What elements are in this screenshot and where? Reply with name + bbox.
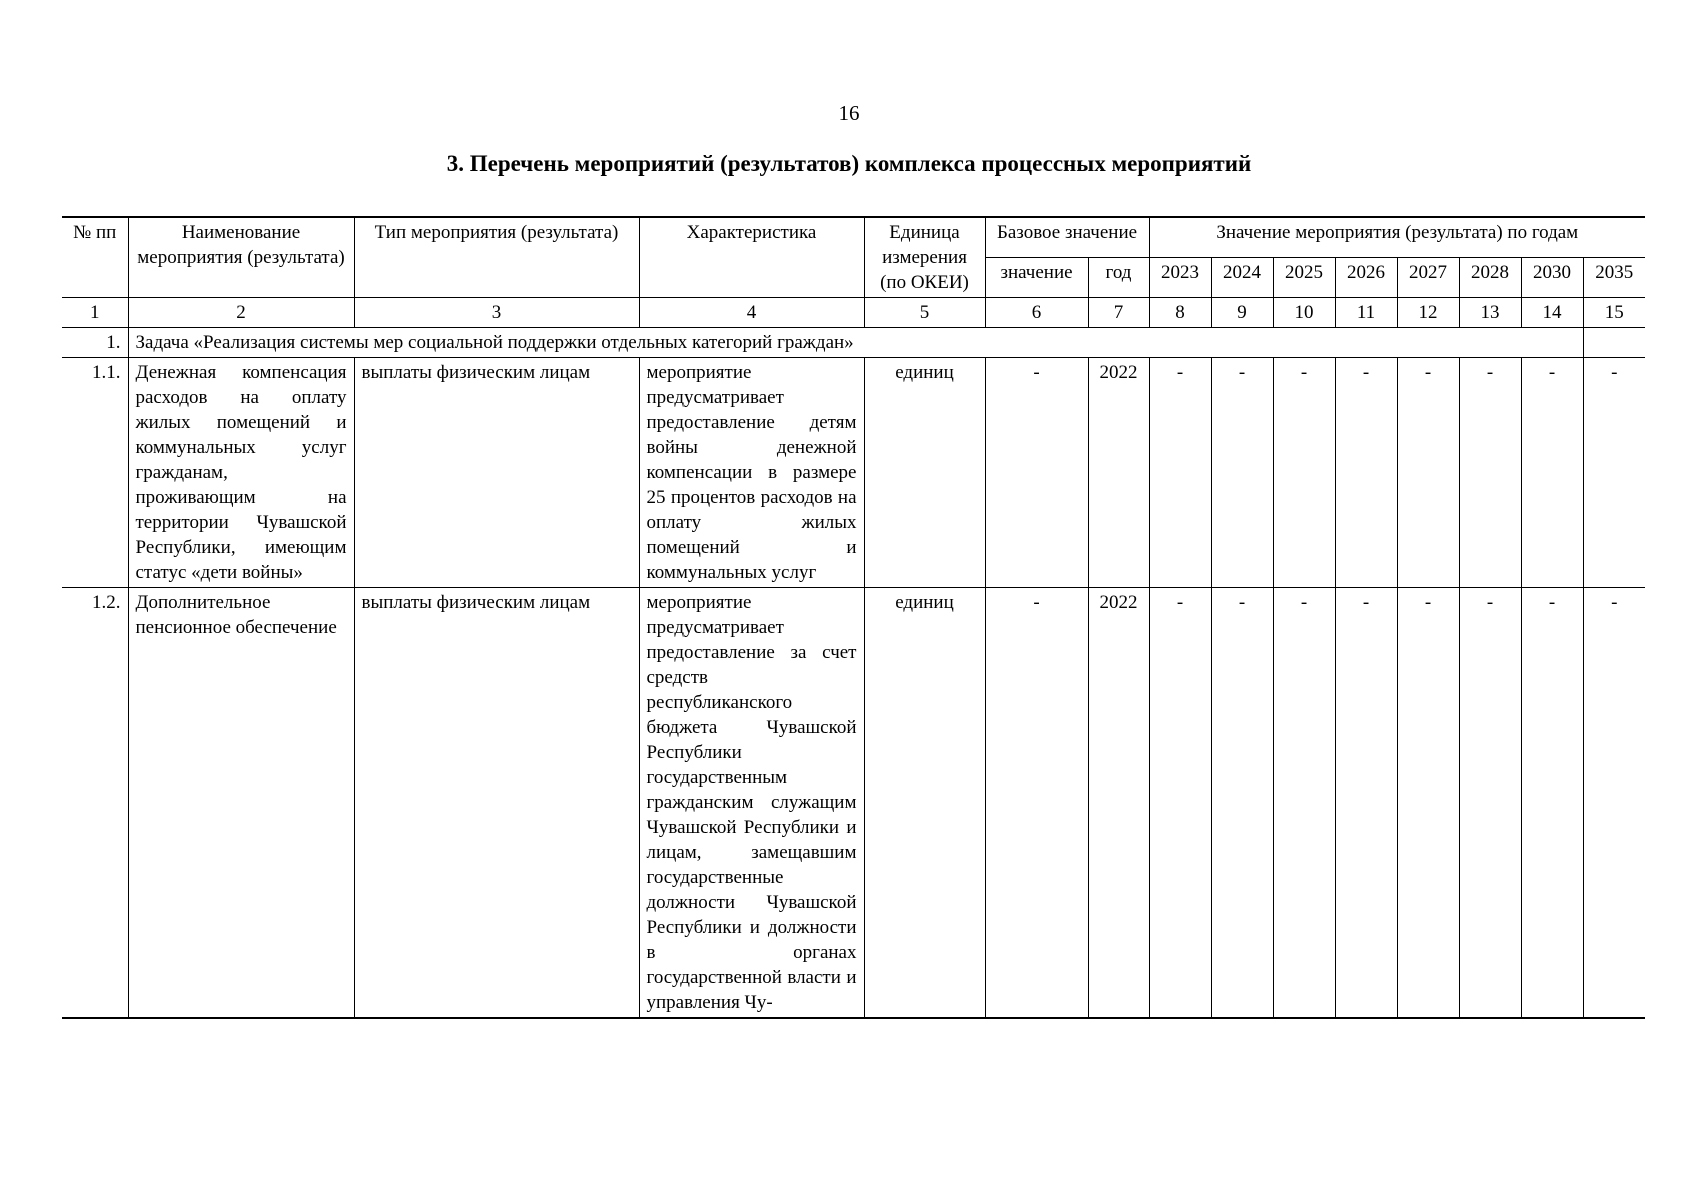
header-base-value: значение bbox=[985, 258, 1088, 298]
column-number: 3 bbox=[354, 298, 639, 328]
row-characteristic: мероприятие предусматривает предоставление за счет средств республиканского бюджета Чувашской Республики государственным гражданским служащим Чувашской Республики и лицам, замещавшим государственные должности Чувашской Республики и должности в органах государственной власти и управления Чу- bbox=[639, 588, 864, 1019]
header-base-year: год bbox=[1088, 258, 1149, 298]
row-year-value: - bbox=[1397, 588, 1459, 1019]
row-year-value: - bbox=[1583, 358, 1645, 588]
header-characteristic: Характеристика bbox=[639, 217, 864, 298]
page-number: 16 bbox=[838, 101, 860, 125]
row-year-value: - bbox=[1521, 358, 1583, 588]
task-row bbox=[62, 328, 1645, 358]
column-number: 13 bbox=[1459, 298, 1521, 328]
header-year: 2030 bbox=[1521, 258, 1583, 298]
row-base-value: - bbox=[985, 588, 1088, 1019]
row-base-year: 2022 bbox=[1088, 588, 1149, 1019]
activities-table bbox=[62, 216, 1645, 1019]
row-year-value: - bbox=[1521, 588, 1583, 1019]
header-year: 2024 bbox=[1211, 258, 1273, 298]
row-type: выплаты физическим лицам bbox=[354, 588, 639, 1019]
row-characteristic: мероприятие предусматривает предоставление детям войны денежной компенсации в размере 25 процентов расходов на оплату жилых помещений и коммунальных услуг bbox=[639, 358, 864, 588]
task-text: Задача «Реализация системы мер социальной поддержки отдельных категорий граждан» bbox=[128, 328, 1583, 358]
column-number: 2 bbox=[128, 298, 354, 328]
column-number: 15 bbox=[1583, 298, 1645, 328]
header-year: 2035 bbox=[1583, 258, 1645, 298]
row-base-year: 2022 bbox=[1088, 358, 1149, 588]
header-years-group: Значение мероприятия (результата) по годам bbox=[1149, 217, 1645, 258]
table-row bbox=[62, 358, 1645, 588]
row-unit: единиц bbox=[864, 588, 985, 1019]
row-year-value: - bbox=[1149, 588, 1211, 1019]
row-name: Денежная компенсация расходов на оплату жилых помещений и коммунальных услуг гражданам, проживающим на территории Чувашской Республики, имеющим статус «дети войны» bbox=[128, 358, 354, 588]
row-name: Дополнительное пенсионное обеспечение bbox=[128, 588, 354, 1019]
header-type: Тип мероприятия (результата) bbox=[354, 217, 639, 298]
header-year: 2026 bbox=[1335, 258, 1397, 298]
header-num: № пп bbox=[62, 217, 128, 298]
column-number: 4 bbox=[639, 298, 864, 328]
row-year-value: - bbox=[1397, 358, 1459, 588]
column-number: 1 bbox=[62, 298, 128, 328]
row-year-value: - bbox=[1149, 358, 1211, 588]
column-number: 10 bbox=[1273, 298, 1335, 328]
row-year-value: - bbox=[1211, 358, 1273, 588]
row-year-value: - bbox=[1335, 358, 1397, 588]
row-year-value: - bbox=[1273, 358, 1335, 588]
row-base-value: - bbox=[985, 358, 1088, 588]
header-year: 2028 bbox=[1459, 258, 1521, 298]
column-number: 12 bbox=[1397, 298, 1459, 328]
column-number: 5 bbox=[864, 298, 985, 328]
row-num: 1.2. bbox=[62, 588, 128, 1019]
table-row bbox=[62, 588, 1645, 1019]
header-base: Базовое значение bbox=[985, 217, 1149, 258]
task-num: 1. bbox=[62, 328, 128, 358]
row-year-value: - bbox=[1211, 588, 1273, 1019]
header-year: 2025 bbox=[1273, 258, 1335, 298]
row-year-value: - bbox=[1459, 588, 1521, 1019]
header-year: 2027 bbox=[1397, 258, 1459, 298]
header-name: Наименование мероприятия (результата) bbox=[128, 217, 354, 298]
column-number: 8 bbox=[1149, 298, 1211, 328]
row-type: выплаты физическим лицам bbox=[354, 358, 639, 588]
column-number: 14 bbox=[1521, 298, 1583, 328]
column-number-row bbox=[62, 298, 1645, 328]
column-number: 11 bbox=[1335, 298, 1397, 328]
row-year-value: - bbox=[1459, 358, 1521, 588]
row-year-value: - bbox=[1335, 588, 1397, 1019]
column-number: 6 bbox=[985, 298, 1088, 328]
row-num: 1.1. bbox=[62, 358, 128, 588]
column-number: 9 bbox=[1211, 298, 1273, 328]
row-unit: единиц bbox=[864, 358, 985, 588]
task-empty-cell bbox=[1583, 328, 1645, 358]
column-number: 7 bbox=[1088, 298, 1149, 328]
row-year-value: - bbox=[1273, 588, 1335, 1019]
header-year: 2023 bbox=[1149, 258, 1211, 298]
document-title: 3. Перечень мероприятий (результатов) комплекса процессных мероприятий bbox=[446, 151, 1252, 176]
row-year-value: - bbox=[1583, 588, 1645, 1019]
header-row-1 bbox=[62, 217, 1645, 258]
header-unit: Единица измерения (по ОКЕИ) bbox=[864, 217, 985, 298]
